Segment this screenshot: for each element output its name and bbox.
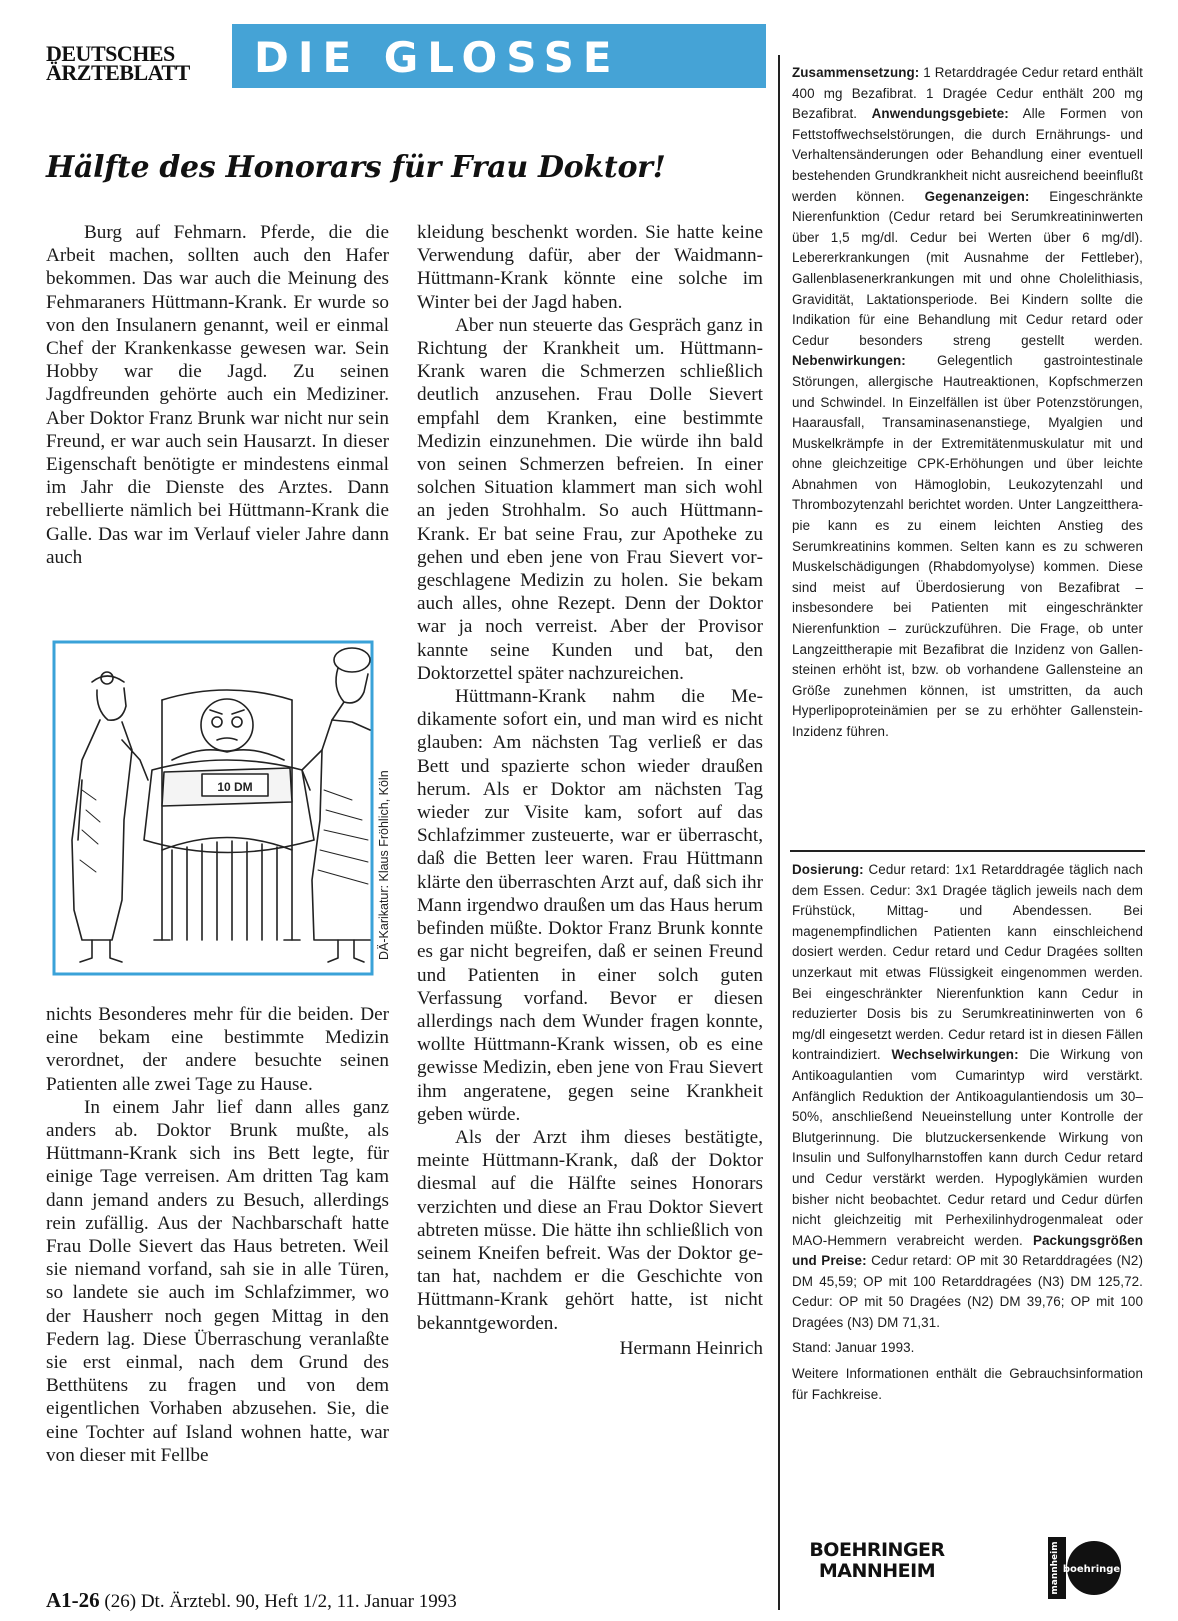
cartoon-illustration — [52, 640, 402, 980]
article-paragraph: nichts Besonderes mehr für die beiden. Der eine bekam eine bestimmte Medizin verordnet, der andere besuchte seinen Patienten alle zwei Tage zu Hause. — [46, 1004, 389, 1095]
drug-info-block-1 — [792, 63, 1143, 743]
article-paragraph: Als der Arzt ihm dieses bestätigte, meinte Hüttmann-Krank, daß der Doktor diesmal auf die Hälfte seines Honorars verzichten und diese an Frau Doktor Sievert abtreten müsse. Die hätte ihn schließlich von seinem Kneifen befreit. Was der Doktor getan hat, nachdem er die Geschichte von Hüttmann-Krank gehört hatte, ist nicht bekanntgeworden. — [417, 1126, 763, 1334]
info-text: Cedur retard: OP mit 30 Retarddragées (N2) DM 45,59; OP mit 100 Retarddragées (N3) DM 125,72. Cedur: OP mit 50 Dragées (N2) DM 39,76; OP mit 100 Dragées (N3) DM 71,31. — [792, 1253, 1143, 1331]
article-paragraph: Burg auf Fehmarn. Pferde, die die Arbeit machen, sollten auch den Hafer bekommen. Das war auch die Meinung des Fehmaraners Hüttmann-Krank. Er wurde so von den Insulanern genannt, weil er einmal Chef der Krankenkasse gewesen war. Sein Hobby war die Jagd. Zu seinen Jagdfreunden gehörte auch ein Mediziner. Aber Doktor Franz Brunk war nicht nur sein Freund, er war auch sein Hausarzt. In dieser Eigenschaft benötigte er mindestens einmal im Jahr die Dienste des Arztes. Dann rebellierte nämlich bei Hüttmann-Krank die Galle. Das war im Verlauf vieler Jahre dann auch — [46, 222, 389, 568]
info-label: Anwendungsgebiete: — [871, 106, 1009, 122]
article-paragraph: Hüttmann-Krank nahm die Medikamente sofort ein, und man wird es nicht glauben: Am nächsten Tag verließ er das Bett und spazierte schon wieder draußen herum. Als er Doktor am nächsten Tag wieder zur Visite kam, sofort auf das Schlafzimmer zusteuerte, war er überrascht, daß die Betten leer waren. Frau Hüttmann klärte den überraschten Arzt auf, daß sich ihr Mann irgendwo draußen um das Haus herum befinden müßte. Doktor Franz Brunk konnte es gar nicht begreifen, daß er seinen Freund und Patienten in einer solch guten Verfassung vorfand. Bevor er diesen allerdings nach dem Wunder fragen konnte, wollte Hüttmann-Krank wissen, ob es eine gewisse Medizin, eben jene von Frau Sievert ihm angeratene, gegen seine Krankheit geben würde. — [417, 686, 764, 1125]
logo-circle-text: boehringer — [1062, 1564, 1126, 1575]
patient-figure — [172, 699, 284, 760]
cartoon-credit: DÄ-Karikatur: Klaus Fröhlich, Köln — [377, 770, 391, 960]
info-text: Alle Formen von Fettstoffwechselstörungen, die durch Ernährungs- und Verhaltensänderungen oder Behandlung einer eventuell bestehenden Grundkrankheit nicht ausreichend beeinflußt werden können. — [792, 106, 1144, 204]
info-label: Wechselwirkungen: — [891, 1047, 1019, 1063]
article-headline: Hälfte des Honorars für Frau Doktor! — [46, 150, 666, 185]
brand-line1: BOEHRINGER — [809, 1539, 945, 1561]
info-text: Eingeschränkte Nierenfunktion (Cedur retard bei Serumkreatininwerten über 1,5 mg/dl. Cedur bei Werten über 6 mg/dl). Lebererkrankungen (mit Ausnahme der Fettleber), Gallenblasenerkrankungen mit und ohne Cholelithiasis, Gravidität, Laktationsperiode. Bei Kindern sollte die Indikation für eine Behandlung mit Cedur retard oder Cedur besonders streng gestellt werden. — [792, 188, 1144, 348]
doctor-figure — [72, 672, 148, 962]
article-author: Hermann Heinrich — [619, 1337, 763, 1359]
drug-info-block-2 — [792, 860, 1143, 1405]
info-stand: Stand: Januar 1993. — [792, 1339, 915, 1355]
brand-name — [792, 1540, 962, 1582]
brand-line2: MANNHEIM — [818, 1560, 936, 1582]
info-text: Die Wirkung von Antikoagulantien vom Cumarintyp wird verstärkt. Anfänglich Reduktion der Antikoagulantiendosis um 30–50%, anschließend Neueinstellung unter Kontrolle der Blutgerinnung. Die blutzuckersenkende Wirkung von Insulin und Sulfonylharnstoffen kann durch Cedur retard und Cedur verstärkt werden. Hypoglykämien wurden bisher nicht beobachtet. Cedur retard und Cedur dürfen nicht gleichzeitig mit Perhexilinhydrogenmaleat oder MAO-Hemmern verabreicht werden. — [792, 1047, 1143, 1248]
info-divider — [790, 850, 1145, 852]
banknote-text: 10 DM — [217, 780, 253, 794]
info-label: Dosierung: — [792, 862, 864, 877]
boehringer-logo-icon — [1040, 1535, 1130, 1603]
info-label: Zusammensetzung: — [792, 65, 920, 80]
article-paragraph: kleidung beschenkt worden. Sie hatte keine Verwendung dafür, aber der Waidmann-Hüttmann-Krank könnte eine solche im Winter bei der Jagd haben. — [417, 222, 763, 313]
page-footer — [46, 1588, 457, 1613]
article-column-1-bottom — [46, 1003, 389, 1467]
info-label: Packungsgrößen und Preise: — [792, 1232, 1143, 1269]
cartoon-frame — [54, 642, 372, 974]
article-column-1-top — [46, 221, 389, 569]
info-text: Cedur retard: 1x1 Retarddragée täglich nach dem Essen. Cedur: 3x1 Dragée täglich jeweils nach dem Frühstück, Mittag- und Abendessen. Bei magenempfindlichen Patienten kann einschleichend dosiert werden. Cedur retard und Cedur Dragées sollten unzerkaut mit etwas Flüssigkeit eingenommen werden. Bei eingeschränkter Nierenfunktion kann Cedur in reduzierter Dosis bis zu Serumkreatininwerten von 6 mg/dl eingesetzt werden. Cedur retard ist in diesen Fällen kontraindiziert. — [792, 862, 1143, 1063]
article-column-2 — [417, 221, 763, 1360]
drug-info-text — [792, 860, 1143, 1334]
bed-figure — [144, 690, 314, 940]
info-text: 1 Retarddragée Cedur retard enthält 400 mg Bezafibrat. 1 Dragée Cedur enthält 200 mg Bezafibrat. — [792, 65, 1143, 122]
masthead-line2: ÄRZTEBLATT — [46, 60, 190, 85]
info-weitere: Weitere Informationen enthält die Gebrauchsinformation für Fachkreise. — [792, 1366, 1143, 1402]
page-number: A1-26 — [46, 1588, 100, 1612]
info-label: Gegenanzeigen: — [924, 188, 1030, 204]
section-banner — [232, 24, 766, 88]
article-paragraph: In einem Jahr lief dann alles ganz anders ab. Doktor Brunk mußte, als Hüttmann-Krank sich ins Bett legte, für einige Tage verreisen. Am dritten Tag kam dann jemand anders zu Besuch, allerdings rein zufällig. Aus der Nachbarschaft hatte Frau Dolle Sievert das Haus betreten. Weil sie niemand vorfand, sah sie in alle Türen, so landete sie auch im Schlafzimmer, wo der Hausherr noch gegen Mittag in den Federn lag. Diese Überraschung veranlaßte sie erst einmal, nach dem Grund des Betthütens zu fragen und von dem eigentlichen Vorhaben abzusehen. Sie, die eine Tochter auf Island wohnen hatte, war von dieser mit Fellbe — [46, 1096, 389, 1466]
masthead — [46, 41, 216, 85]
woman-figure — [302, 648, 370, 962]
drug-info-text — [792, 63, 1143, 743]
info-text: Gelegentlich gastrointestinale Störungen, allergische Hautreaktionen, Kopfschmerzen und Schwindel. In Einzelfällen ist über Potenzstörungen, Haarausfall, Transaminasenanstiege, Myalgien und Muskelkrämpfe in der Extremitätenmuskulatur mit und ohne gleichzeitige CPK-Erhöhungen und über leichte Abnahmen von Hämoglobin, Leukozytenzahl und Thrombozytenzahl berichtet worden. Unter Langzeittherapie kann es zu einem leichten Anstieg des Serumkreatinins kommen. Selten kann es zu schweren Muskelschädigungen (Rhabdomyolyse) kommen. Diese sind meist auf Überdosierung von Bezafibrat – insbesondere bei Patienten mit eingeschränkter Nierenfunktion – zurückzuführen. Die Frage, ob unter Langzeittherapie mit Bezafibrat die Inzidenz von Gallensteinen erhöht ist, bzw. ob vorhandene Gallensteine an Größe zunehmen können, ist umstritten, da auch Hyperlipoproteinämien per se zu erhöhter Gallenstein-Inzidenz führen. — [792, 353, 1143, 739]
article-paragraph: Aber nun steuerte das Gespräch ganz in Richtung der Krankheit um. Hüttmann-Krank waren die Schmerzen schließlich deutlich anzusehen. Frau Dolle Sievert empfahl dem Kranken, eine bestimmte Medizin einzunehmen. Die würde ihn bald von seinen Schmerzen befreien. In einer solchen Situation klammert man sich wohl an jeden Strohhalm. So auch Hüttmann-Krank. Er bat seine Frau, zur Apotheke zu gehen und eben jene von Frau Sievert vorgeschlagene Medizin zu holen. Sie bekam auch alles, ohne Rezept. Denn der Doktor war ja noch verreist. Aber der Provisor kannte seine Kunden und bat, den Doktorzettel später nachzureichen. — [417, 314, 763, 684]
column-divider — [778, 55, 780, 1610]
footer-citation: (26) Dt. Ärztebl. 90, Heft 1/2, 11. Januar 1993 — [99, 1591, 457, 1612]
logo-side-text: mannheim — [1050, 1541, 1060, 1595]
masthead-line1: DEUTSCHES — [46, 41, 175, 66]
section-banner-text: DIE GLOSSE — [254, 33, 621, 82]
info-label: Nebenwirkungen: — [792, 353, 906, 369]
